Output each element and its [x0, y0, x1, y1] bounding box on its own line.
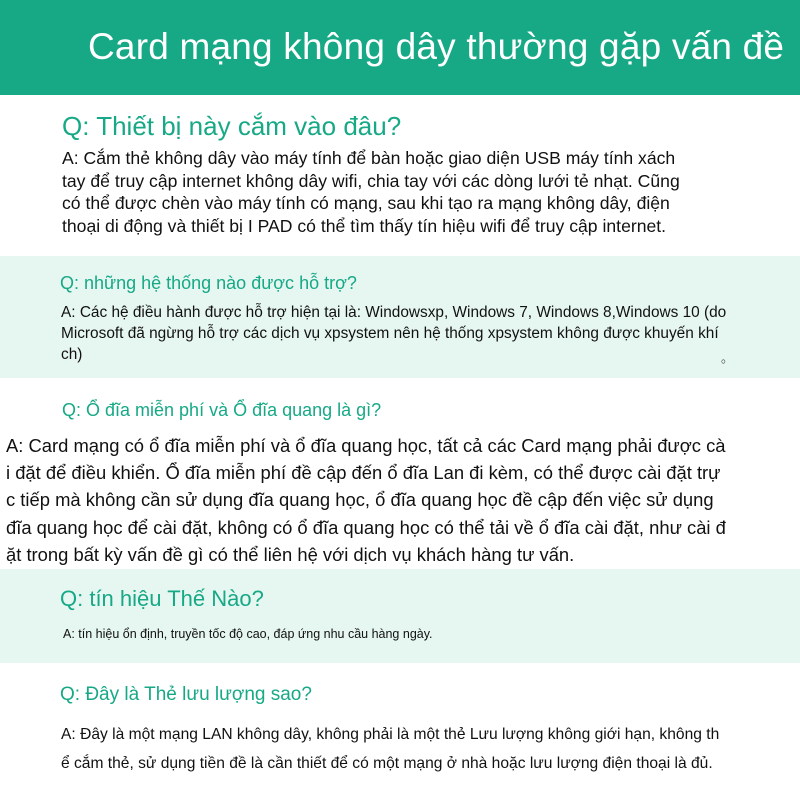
faq-answer-3: A: Card mạng có ổ đĩa miễn phí và ổ đĩa quang học, tất cả các Card mạng phải được cà i đặt để điều khiển. Ổ đĩa miễn phí đề cập đến ổ đĩa Lan đi kèm, có thể được cài đặt trự c tiếp mà không cần sử dụng đĩa quang học, ổ đĩa quang học đề cập đến việc sử dụng đĩa quang học để cài đặt, không có ổ đĩa quang học có thể tải về ổ đĩa cài đặt, như cài đ ặt trong bất kỳ vấn đề gì có thể liên hệ với dịch vụ khách hàng tư vấn. — [6, 435, 726, 565]
faq-answer-4: A: tín hiệu ổn định, truyền tốc độ cao, đáp ứng nhu cầu hàng ngày. — [63, 627, 433, 641]
faq-question-3: Q: Ổ đĩa miễn phí và Ổ đĩa quang là gì? — [62, 400, 382, 420]
faq-question-1: Q: Thiết bị này cắm vào đâu? — [62, 111, 402, 141]
faq-answer-1: A: Cắm thẻ không dây vào máy tính để bàn hoặc giao diện USB máy tính xách tay để truy cập internet không dây wifi, chia tay với các dòng lưới tẻ nhạt. Cũng có thể được chèn vào máy tính có mạng, sau khi tạo ra mạng không dây, điện thoại di động và thiết bị I PAD có thể tìm thấy tín hiệu wifi để truy cập internet. — [62, 148, 680, 236]
faq-answer-2: A: Các hệ điều hành được hỗ trợ hiện tại là: Windowsxp, Windows 7, Windows 8,Windows 10 (do Microsoft đã ngừng hỗ trợ các dịch vụ xpsystem nên hệ thống xpsystem không được khuyến khí ch) — [61, 304, 727, 363]
page-header — [0, 0, 800, 95]
faq-question-2: Q: những hệ thống nào được hỗ trợ? — [60, 273, 357, 293]
faq-band-4 — [0, 569, 800, 663]
page-title: Card mạng không dây thường gặp vấn đề — [88, 26, 785, 67]
faq-answer-2-mark: 。 — [721, 350, 735, 365]
faq-answer-5: A: Đây là một mạng LAN không dây, không phải là một thẻ Lưu lượng không giới hạn, không th ể cắm thẻ, sử dụng tiền đề là cần thiết để có một mạng ở nhà hoặc lưu lượng điện thoại là đủ. — [61, 726, 720, 772]
faq-question-5: Q: Đây là Thẻ lưu lượng sao? — [60, 684, 312, 705]
faq-question-4: Q: tín hiệu Thế Nào? — [60, 586, 264, 611]
